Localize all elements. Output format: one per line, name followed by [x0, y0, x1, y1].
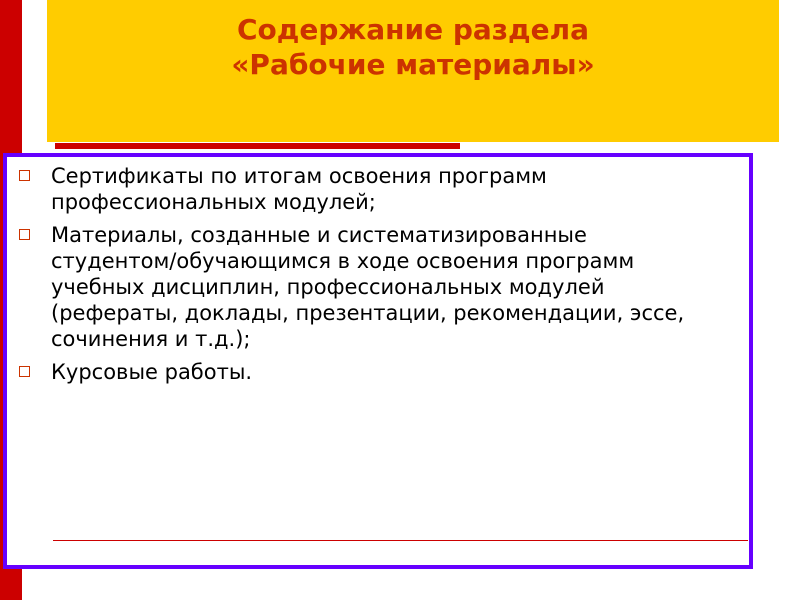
- slide-title-line-1: Содержание раздела: [236, 13, 590, 46]
- bullet-list: [15, 163, 715, 392]
- hollow-square-bullet-icon: [19, 170, 30, 181]
- bullet-item: [15, 359, 715, 385]
- hollow-square-bullet-icon: [19, 366, 30, 377]
- bullet-text: Материалы, созданные и систематизированные студентом/обучающимся в ходе освоения программ учебных дисциплин, профессиональных модулей (рефераты, доклады, презентации, рекомендации, эссе, сочинения и т.д.);: [51, 223, 685, 351]
- title-underline: [55, 143, 460, 149]
- content-panel: [3, 153, 753, 569]
- bullet-item: [15, 222, 715, 352]
- bullet-text: Курсовые работы.: [51, 360, 253, 384]
- hollow-square-bullet-icon: [19, 229, 30, 240]
- title-banner: [47, 0, 779, 142]
- slide-title: [47, 12, 779, 82]
- slide-title-line-2: «Рабочие материалы»: [231, 48, 595, 81]
- bullet-item: [15, 163, 715, 215]
- bullet-text: Сертификаты по итогам освоения программ профессиональных модулей;: [51, 164, 547, 214]
- footer-divider: [53, 540, 748, 541]
